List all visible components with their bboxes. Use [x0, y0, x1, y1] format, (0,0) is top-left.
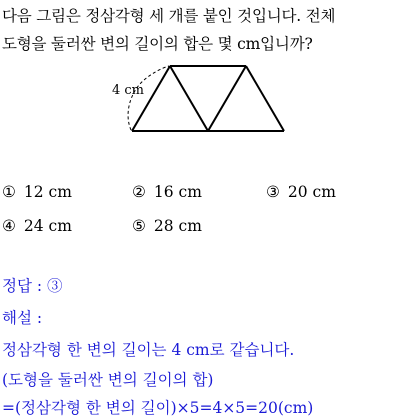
explanation-line-3: =(정삼각형 한 변의 길이)×5=4×5=20(cm) [2, 399, 314, 417]
option-text: 24 cm [23, 217, 72, 235]
option-marker: ① [2, 183, 16, 201]
option-3[interactable] [266, 182, 336, 202]
option-text: 12 cm [23, 183, 72, 201]
option-text: 16 cm [153, 183, 202, 201]
option-4[interactable] [2, 216, 72, 236]
explanation-label: 해설 : [2, 309, 43, 327]
trapezoid-figure [110, 58, 290, 138]
option-1[interactable] [2, 182, 72, 202]
option-marker: ④ [2, 217, 16, 235]
option-5[interactable] [132, 216, 202, 236]
option-text: 28 cm [153, 217, 202, 235]
explanation-line-1: 정삼각형 한 변의 길이는 4 cm로 같습니다. [2, 341, 295, 359]
figure-inner-edge-1 [170, 66, 208, 131]
option-marker: ③ [266, 183, 280, 201]
option-2[interactable] [132, 182, 202, 202]
question-line-2: 도형을 둘러싼 변의 길이의 합은 몇 cm입니까? [2, 35, 313, 53]
option-text: 20 cm [287, 183, 336, 201]
option-marker: ⑤ [132, 217, 146, 235]
side-length-label: 4 cm [112, 83, 145, 98]
side-length-dashed-arc [128, 66, 169, 130]
figure-left-edge [132, 66, 170, 131]
option-marker: ② [132, 183, 146, 201]
figure-right-edge [246, 66, 284, 131]
answer-label: 정답 : ③ [2, 277, 63, 295]
question-line-1: 다음 그림은 정삼각형 세 개를 붙인 것입니다. 전체 [2, 7, 336, 25]
explanation-line-2: (도형을 둘러싼 변의 길이의 합) [2, 371, 214, 389]
figure-inner-edge-2 [208, 66, 246, 131]
